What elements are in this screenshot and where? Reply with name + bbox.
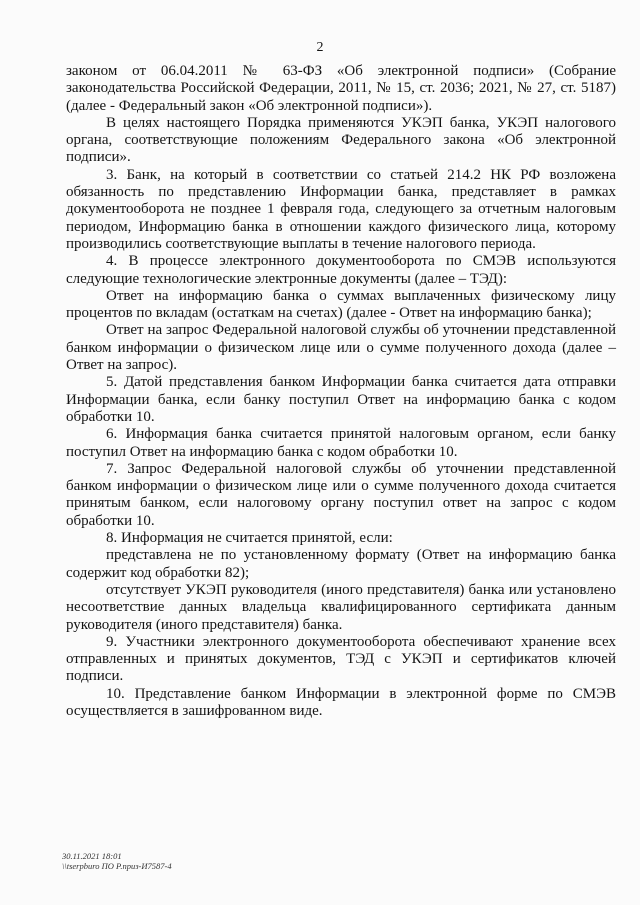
page-number: 2: [316, 40, 324, 55]
paragraph-item-8-format: представлена не по установленному формату (Ответ на информацию банка содержит код обработки 82);: [66, 547, 616, 581]
footer-file-reference: \\tserpburo ПО Р.приз-И7587-4: [62, 861, 172, 871]
print-footer: [62, 851, 172, 871]
paragraph-item-9: 9. Участники электронного документооборота обеспечивают хранение всех отправленных и принятых документов, ТЭД с УКЭП и сертификатов ключей подписи.: [66, 633, 616, 685]
paragraph-item-3: 3. Банк, на который в соответствии со статьей 214.2 НК РФ возложена обязанность по представлению Информации банка, представляет в рамках документооборота не позднее 1 февраля года, следующего за отчетным налоговым периодом, Информацию банка в отношении каждого физического лица, которому производились соответствующие выплаты в течение налогового периода.: [66, 166, 616, 252]
paragraph-item-5: 5. Датой представления банком Информации банка считается дата отправки Информации банка, если банку поступил Ответ на информацию банка с кодом обработки 10.: [66, 374, 616, 425]
paragraph-item-7: 7. Запрос Федеральной налоговой службы об уточнении представленной банком информации о физическом лице или о сумме полученного дохода считается принятым банком, если налоговому органу поступил ответ на запрос с кодом обработки 10.: [66, 460, 616, 529]
paragraph-ted-answer-info: Ответ на информацию банка о суммах выплаченных физическому лицу процентов по вкладам (остаткам на счетах) (далее - Ответ на информацию банка);: [66, 287, 616, 322]
paragraph-item-4: 4. В процессе электронного документооборота по СМЭВ используются следующие технологические электронные документы (далее – ТЭД):: [66, 253, 616, 287]
paragraph-item-6: 6. Информация банка считается принятой налоговым органом, если банку поступил Ответ на информацию банка с кодом обработки 10.: [66, 426, 616, 460]
document-body: [66, 63, 616, 720]
paragraph-law-reference: законом от 06.04.2011 № 63-ФЗ «Об электронной подписи» (Собрание законодательства Российской Федерации, 2011, № 15, ст. 2036; 2021, № 27, ст. 5187) (далее - Федеральный закон «Об электронной подписи»).: [66, 63, 616, 114]
footer-timestamp: 30.11.2021 18:01: [62, 851, 122, 861]
paragraph-item-10: 10. Представление банком Информации в электронной форме по СМЭВ осуществляется в зашифрованном виде.: [66, 685, 616, 719]
paragraph-signatures: В целях настоящего Порядка применяются УКЭП банка, УКЭП налогового органа, соответствующие положениям Федерального закона «Об электронной подписи».: [66, 114, 616, 166]
paragraph-item-8: 8. Информация не считается принятой, если:: [106, 530, 393, 547]
paragraph-ted-answer-request: Ответ на запрос Федеральной налоговой службы об уточнении представленной банком информации о физическом лице или о сумме полученного дохода (далее – Ответ на запрос).: [66, 322, 616, 374]
paragraph-item-8-signature: отсутствует УКЭП руководителя (иного представителя) банка или установлено несоответствие данных владельца квалифицированного сертификата данным руководителя (иного представителя) банка.: [66, 581, 616, 633]
